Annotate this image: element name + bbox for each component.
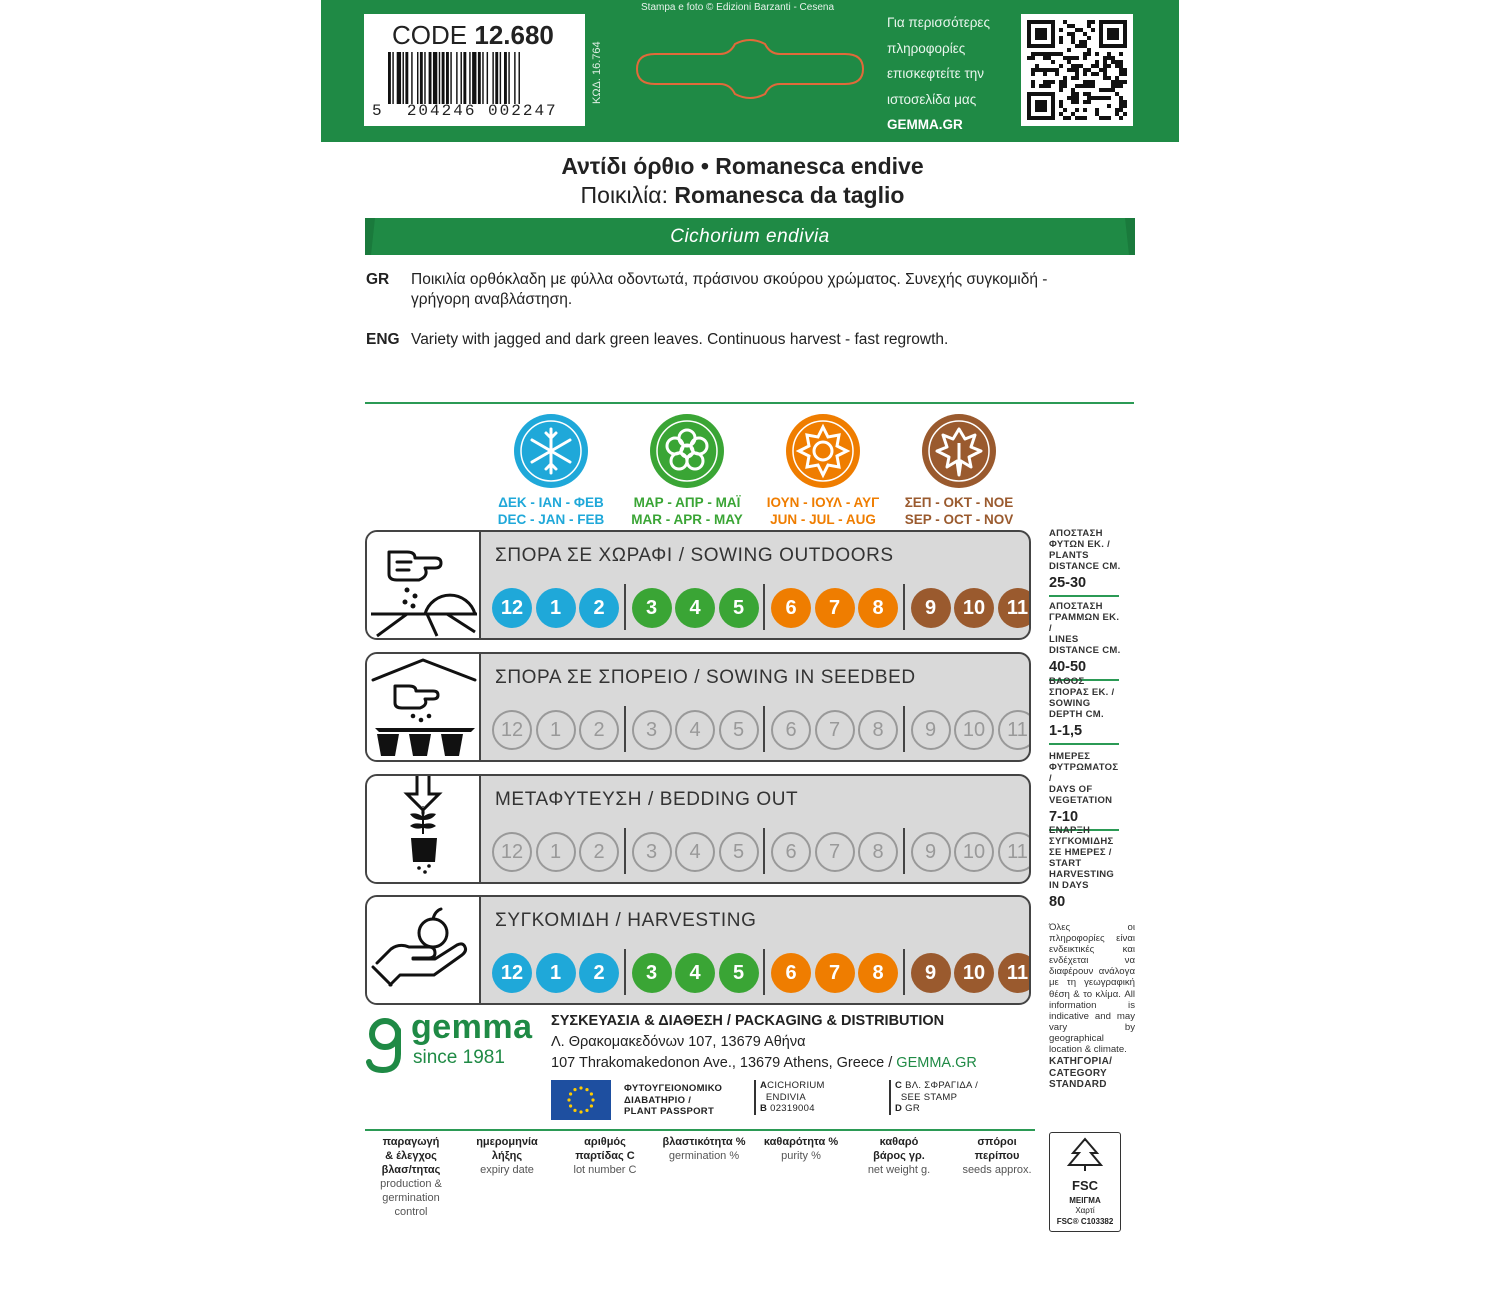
month-7: 7 (815, 953, 855, 993)
footer-website-link[interactable]: GEMMA.GR (896, 1055, 977, 1071)
leaf-icon (921, 413, 997, 489)
address-en: 107 Thrakomakedonon Ave., 13679 Athens, Greece / GEMMA.GR (551, 1055, 977, 1071)
month-8: 8 (858, 710, 898, 750)
month-6: 6 (771, 588, 811, 628)
bottom-field: αριθμός παρτίδας C lot number C (573, 1136, 637, 1176)
more-info-text: Για περισσότερες πληροφορίες επισκεφτείτε την ιστοσελίδα μας GEMMA.GR (887, 10, 1027, 138)
season-winter: ΔΕΚ - ΙΑΝ - ΦΕΒ DEC - JAN - FEB (491, 413, 611, 527)
quarter-separator (763, 706, 765, 752)
sowing-outdoors-icon (367, 532, 481, 638)
month-6: 6 (771, 710, 811, 750)
month-4: 4 (675, 588, 715, 628)
footer-divider (365, 1129, 1035, 1131)
month-10: 10 (954, 953, 994, 993)
disclaimer-note: Όλες οι πληροφορίες είναι ενδεικτικές και ενδέχεται να διαφέρουν ανάλογα με τη γεωγραφική θέση & το κλίμα. All information is indicative and may vary by geographical location & climate. (1049, 922, 1135, 1056)
description-eng: ENG Variety with jagged and dark green leaves. Continuous harvest - fast regrowth. (366, 331, 949, 348)
gemma-g-logo-icon (365, 1016, 405, 1076)
bottom-field: παραγωγή & έλεγχος βλασ/τητας production & germination control (380, 1136, 442, 1218)
month-circles (487, 588, 1027, 632)
month-2: 2 (579, 588, 619, 628)
description-gr: GR Ποικιλία ορθόκλαδη με φύλλα οδοντωτά, πράσινου σκούρου χρώματος. Συνεχής συγκομιδή - γρήγορη αναβλάστηση. (366, 271, 1048, 308)
month-10: 10 (954, 588, 994, 628)
month-12: 12 (492, 832, 532, 872)
spec-value: 1-1,5 (1049, 723, 1083, 739)
month-1: 1 (536, 953, 576, 993)
spec-item: ΒΑΘΟΣ ΣΠΟΡΑΣ ΕΚ. / SOWING DEPTH CM. 1-1,5 (1049, 676, 1121, 745)
month-5: 5 (719, 953, 759, 993)
quarter-separator (903, 949, 905, 995)
bottom-field: βλαστικότητα % germination % (662, 1136, 746, 1162)
month-3: 3 (632, 953, 672, 993)
month-7: 7 (815, 710, 855, 750)
month-2: 2 (579, 710, 619, 750)
fsc-tree-icon (1065, 1137, 1105, 1171)
packaging-title: ΣΥΣΚΕΥΑΣΙΑ & ΔΙΑΘΕΣΗ / PACKAGING & DISTRIBUTION (551, 1013, 945, 1029)
row-sowing-seedbed: ΣΠΟΡΑ ΣΕ ΣΠΟΡΕΙΟ / SOWING IN SEEDBED 12 1 2 3 4 5 6 7 8 9 10 11 (365, 652, 1031, 762)
spec-item: ΕΝΑΡΞΗ ΣΥΓΚΟΜΙΔΗΣ ΣΕ ΗΜΕΡΕΣ / START HARVESTING IN DAYS 80 (1049, 825, 1121, 910)
plant-passport-label: ΦΥΤΟΥΓΕΙΟΝΟΜΙΚΟ ΔΙΑΒΑΤΗΡΙΟ / PLANT PASSPORT (624, 1083, 723, 1117)
month-5: 5 (719, 710, 759, 750)
month-12: 12 (492, 953, 532, 993)
month-11: 11 (998, 588, 1032, 628)
bottom-field: καθαρότητα % purity % (763, 1136, 839, 1162)
qr-code[interactable] (1021, 14, 1133, 126)
eu-flag-icon (551, 1080, 611, 1120)
season-summer: ΙΟΥΝ - ΙΟΥΛ - ΑΥΓ JUN - JUL - AUG (763, 413, 883, 527)
month-12: 12 (492, 588, 532, 628)
month-11: 11 (998, 710, 1032, 750)
variety-line: Ποικιλία: Romanesca da taglio (580, 182, 905, 208)
spec-item: ΑΠΟΣΤΑΣΗ ΦΥΤΩΝ ΕΚ. / PLANTS DISTANCE CM. 25-30 (1049, 528, 1121, 597)
quarter-separator (763, 584, 765, 630)
row-bedding-out: ΜΕΤΑΦΥΤΕΥΣΗ / BEDDING OUT 12 1 2 3 4 5 6 7 8 9 10 11 (365, 774, 1031, 884)
month-8: 8 (858, 953, 898, 993)
spec-value: 7-10 (1049, 809, 1079, 825)
passport-ab: ACICHORIUM ENDIVIA B 02319004 (754, 1080, 884, 1115)
spec-item: ΗΜΕΡΕΣ ΦΥΤΡΩΜΑΤΟΣ / DAYS OF VEGETATION 7-10 (1049, 751, 1121, 831)
month-1: 1 (536, 832, 576, 872)
month-9: 9 (911, 588, 951, 628)
company-since: since 1981 (413, 1047, 505, 1068)
quarter-separator (624, 828, 626, 874)
month-circles (487, 710, 1027, 754)
section-divider (365, 402, 1134, 404)
month-5: 5 (719, 832, 759, 872)
month-11: 11 (998, 832, 1032, 872)
print-credit: Stampa e foto © Edizioni Barzanti - Cesena (641, 2, 835, 13)
month-9: 9 (911, 953, 951, 993)
month-10: 10 (954, 710, 994, 750)
quarter-separator (903, 828, 905, 874)
month-6: 6 (771, 953, 811, 993)
month-4: 4 (675, 832, 715, 872)
month-9: 9 (911, 710, 951, 750)
season-autumn: ΣΕΠ - ΟΚΤ - ΝΟΕ SEP - OCT - NOV (899, 413, 1019, 527)
month-2: 2 (579, 953, 619, 993)
spec-value: 80 (1049, 894, 1066, 910)
internal-code: ΚΩΔ. 16.764 (591, 41, 603, 104)
month-circles (487, 832, 1027, 876)
quarter-separator (903, 584, 905, 630)
spec-item: ΑΠΟΣΤΑΣΗ ΓΡΑΜΜΩΝ ΕΚ. / LINES DISTANCE CM. 40-50 (1049, 601, 1121, 681)
quarter-separator (624, 949, 626, 995)
flower-icon (649, 413, 725, 489)
month-2: 2 (579, 832, 619, 872)
month-4: 4 (675, 953, 715, 993)
header-website-link[interactable]: GEMMA.GR (887, 117, 963, 132)
spec-value: 25-30 (1049, 575, 1087, 591)
seed-packet-back (321, 0, 1179, 1300)
product-title: Αντίδι όρθιο • Romanesca endive (561, 153, 924, 179)
quarter-separator (763, 828, 765, 874)
month-3: 3 (632, 588, 672, 628)
fsc-badge: FSC ΜΕΙΓΜΑ Χαρτί FSC® C103382 (1049, 1132, 1121, 1232)
category-label: ΚΑΤΗΓΟΡΙΑ/ CATEGORY STANDARD (1049, 1056, 1113, 1090)
bottom-field: σπόροι περίπου seeds approx. (962, 1136, 1032, 1176)
month-12: 12 (492, 710, 532, 750)
month-8: 8 (858, 832, 898, 872)
latin-name-band (365, 218, 1135, 255)
quarter-separator (763, 949, 765, 995)
month-3: 3 (632, 710, 672, 750)
month-11: 11 (998, 953, 1032, 993)
month-8: 8 (858, 588, 898, 628)
month-1: 1 (536, 588, 576, 628)
quarter-separator (903, 706, 905, 752)
bedding-out-icon (367, 776, 481, 882)
product-code: CODE 12.680 (392, 20, 554, 50)
month-9: 9 (911, 832, 951, 872)
qr-code-icon (1027, 20, 1127, 120)
header-band (321, 0, 1179, 142)
address-gr: Λ. Θρακομακεδόνων 107, 13679 Αθήνα (551, 1034, 806, 1050)
month-4: 4 (675, 710, 715, 750)
season-spring: ΜΑΡ - ΑΠΡ - ΜΑΪ MAR - APR - MAY (627, 413, 747, 527)
spec-value: 40-50 (1049, 659, 1087, 675)
passport-cd: C ΒΛ. ΣΦΡΑΓΙΔΑ / SEE STAMP D GR (889, 1080, 1009, 1115)
month-5: 5 (719, 588, 759, 628)
harvesting-icon (367, 897, 481, 1003)
month-1: 1 (536, 710, 576, 750)
month-7: 7 (815, 832, 855, 872)
month-10: 10 (954, 832, 994, 872)
barcode-digits: 5 204246 002247 (372, 102, 558, 120)
company-logo-text: gemma (411, 1008, 533, 1046)
row-sowing-outdoors: ΣΠΟΡΑ ΣΕ ΧΩΡΑΦΙ / SOWING OUTDOORS 12 1 2 3 4 5 6 7 8 9 10 11 (365, 530, 1031, 640)
snowflake-icon (513, 413, 589, 489)
latin-name: Cichorium endivia (670, 226, 830, 247)
sowing-seedbed-icon (367, 654, 481, 760)
month-3: 3 (632, 832, 672, 872)
month-circles (487, 953, 1027, 997)
month-6: 6 (771, 832, 811, 872)
bottom-field: καθαρό βάρος γρ. net weight g. (867, 1136, 931, 1176)
row-harvesting: ΣΥΓΚΟΜΙΔΗ / HARVESTING 12 1 2 3 4 5 6 7 8 9 10 11 (365, 895, 1031, 1005)
bottom-field: ημερομηνία λήξης expiry date (476, 1136, 538, 1176)
quarter-separator (624, 706, 626, 752)
month-7: 7 (815, 588, 855, 628)
barcode-box (364, 14, 585, 126)
sun-icon (785, 413, 861, 489)
quarter-separator (624, 584, 626, 630)
hang-slot-outline (635, 34, 865, 104)
